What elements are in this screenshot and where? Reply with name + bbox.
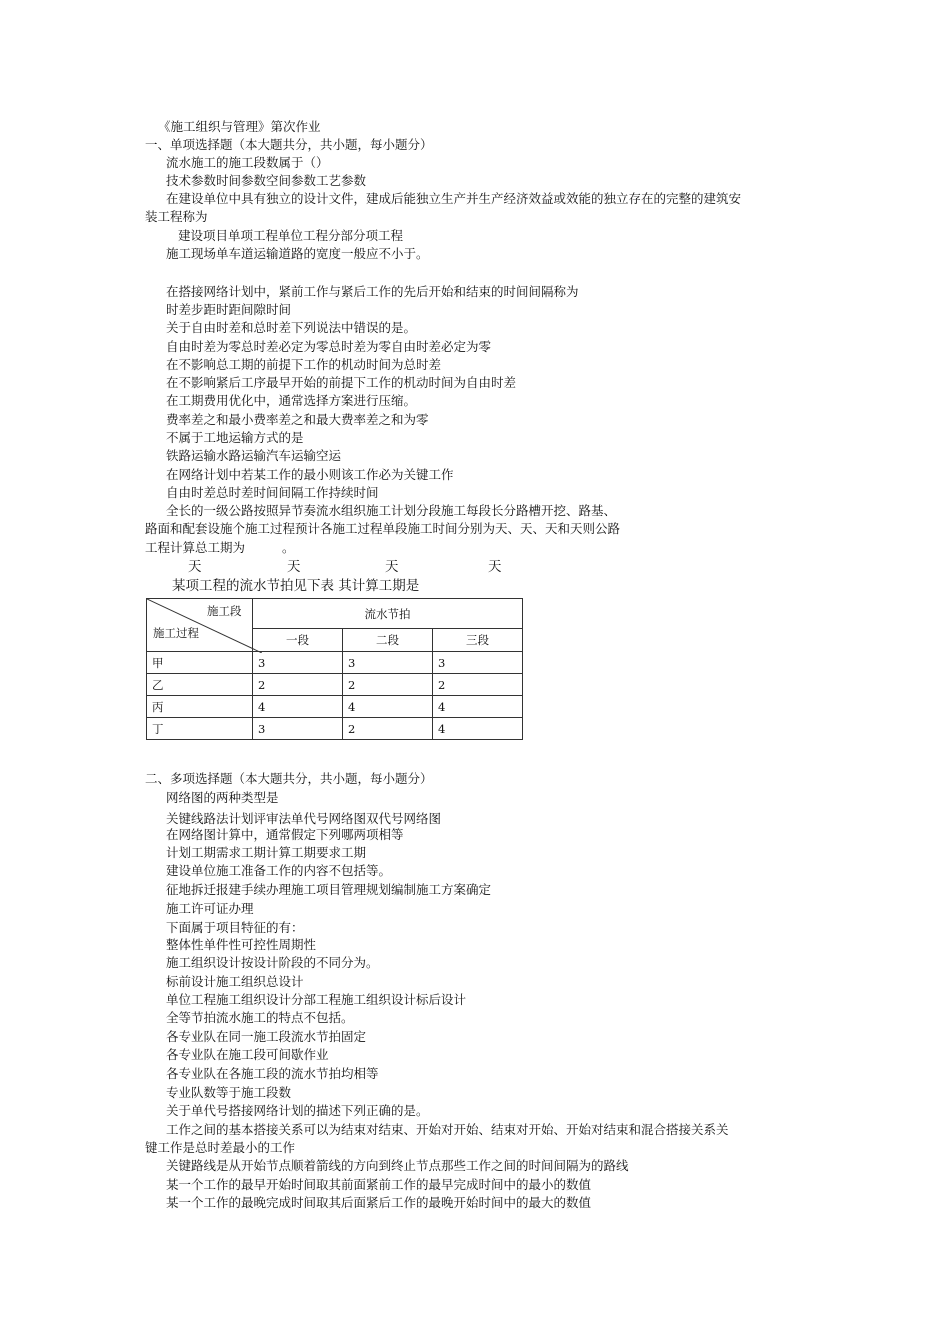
- options-text: 专业队数等于施工段数: [166, 1085, 292, 1100]
- options-text: 计划工期需求工期计算工期要求工期: [166, 845, 367, 860]
- options-text: 标前设计施工组织总设计: [166, 974, 304, 989]
- table-intro: 某项工程的流水节拍见下表 其计算工期是: [172, 578, 420, 594]
- table-cell: 4: [433, 718, 523, 740]
- corner-label-segment: 施工段: [207, 604, 242, 618]
- question-text: 全等节拍流水施工的特点不包括。: [166, 1010, 354, 1025]
- options-text: 各专业队在施工段可间歇作业: [166, 1047, 329, 1062]
- options-text: 工作之间的基本搭接关系可以为结束对结束、开始对开始、结束对开始、开始对结束和混合搭接关系关: [166, 1122, 729, 1137]
- question-text: 在搭接网络计划中，紧前工作与紧后工作的先后开始和结束的时间间隔称为: [166, 284, 579, 299]
- options-text: 自由时差为零总时差必定为零总时差为零自由时差必定为零: [166, 339, 492, 354]
- question-text: 在网络图计算中，通常假定下列哪两项相等: [166, 827, 404, 842]
- table-row: [147, 652, 523, 674]
- options-text: 时差步距时距间隙时间: [166, 302, 292, 317]
- row-label: 丁: [147, 718, 253, 740]
- table-cell: 3: [253, 718, 343, 740]
- section1-heading: 一、单项选择题（本大题共分，共小题，每小题分）: [145, 137, 433, 152]
- options-text: 自由时差总时差时间间隔工作持续时间: [166, 485, 379, 500]
- option-day: 天: [188, 559, 202, 575]
- question-text: 全长的一级公路按照异节奏流水组织施工计划分段施工每段长分路槽开挖、路基、: [166, 503, 617, 518]
- table-cell: 2: [253, 674, 343, 696]
- table-cell: 3: [343, 652, 433, 674]
- question-text: 工程计算总工期为: [145, 540, 246, 555]
- question-text: 网络图的两种类型是: [166, 790, 279, 805]
- options-text: 关键线路法计划评审法单代号网络图双代号网络图: [166, 811, 442, 826]
- row-label: 甲: [147, 652, 253, 674]
- options-text: 施工许可证办理: [166, 901, 254, 916]
- table-row: [147, 718, 523, 740]
- options-text: 技术参数时间参数空间参数工艺参数: [166, 173, 367, 188]
- row-label: 乙: [147, 674, 253, 696]
- column-header: 三段: [433, 629, 523, 652]
- options-text: 铁路运输水路运输汽车运输空运: [166, 448, 342, 463]
- question-text: 路面和配套设施个施工过程预计各施工过程单段施工时间分别为天、天、天和天则公路: [145, 521, 621, 536]
- question-text: 施工现场单车道运输道路的宽度一般应不小于。: [166, 246, 429, 261]
- table-cell: 2: [433, 674, 523, 696]
- flow-beat-table: [146, 598, 523, 740]
- options-text: 各专业队在各施工段的流水节拍均相等: [166, 1066, 379, 1081]
- document-title: 《施工组织与管理》第次作业: [158, 119, 321, 134]
- table-corner-cell: [147, 599, 253, 652]
- options-text: 关键路线是从开始节点顺着箭线的方向到终止节点那些工作之间的时间间隔为的路线: [166, 1158, 629, 1173]
- row-label: 丙: [147, 696, 253, 718]
- table-cell: 4: [433, 696, 523, 718]
- group-header: 流水节拍: [253, 599, 523, 629]
- option-day: 天: [488, 559, 502, 575]
- table-cell: 4: [253, 696, 343, 718]
- table-cell: 2: [343, 718, 433, 740]
- question-text: 在工期费用优化中，通常选择方案进行压缩。: [166, 393, 417, 408]
- options-text: 键工作是总时差最小的工作: [145, 1140, 296, 1155]
- table-cell: 4: [343, 696, 433, 718]
- option-day: 天: [287, 559, 301, 575]
- question-text: 在建设单位中具有独立的设计文件，建成后能独立生产并生产经济效益或效能的独立存在的完整的建筑安: [166, 191, 742, 206]
- question-text: 下面属于项目特征的有：: [166, 920, 304, 935]
- section2-heading: 二、多项选择题（本大题共分，共小题，每小题分）: [145, 771, 433, 786]
- question-text: 装工程称为: [145, 209, 208, 224]
- options-text: 建设项目单项工程单位工程分部分项工程: [178, 228, 404, 243]
- question-text: 流水施工的施工段数属于（）: [166, 155, 329, 170]
- question-text: 不属于工地运输方式的是: [166, 430, 304, 445]
- question-text: 关于单代号搭接网络计划的描述下列正确的是。: [166, 1103, 429, 1118]
- column-header: 一段: [253, 629, 343, 652]
- options-text: 整体性单件性可控性周期性: [166, 937, 317, 952]
- column-header: 二段: [343, 629, 433, 652]
- corner-label-process: 施工过程: [153, 626, 199, 640]
- option-day: 天: [385, 559, 399, 575]
- table-row: [147, 674, 523, 696]
- question-text: 。: [282, 540, 295, 555]
- question-text: 在网络计划中若某工作的最小则该工作必为关键工作: [166, 467, 454, 482]
- question-text: 施工组织设计按设计阶段的不同分为。: [166, 955, 379, 970]
- options-text: 某一个工作的最早开始时间取其前面紧前工作的最早完成时间中的最小的数值: [166, 1177, 592, 1192]
- options-text: 某一个工作的最晚完成时间取其后面紧后工作的最晚开始时间中的最大的数值: [166, 1195, 592, 1210]
- table-cell: 3: [433, 652, 523, 674]
- options-text: 各专业队在同一施工段流水节拍固定: [166, 1029, 367, 1044]
- options-text: 征地拆迁报建手续办理施工项目管理规划编制施工方案确定: [166, 882, 492, 897]
- table-cell: 3: [253, 652, 343, 674]
- options-text: 在不影响紧后工序最早开始的前提下工作的机动时间为自由时差: [166, 375, 517, 390]
- options-text: 单位工程施工组织设计分部工程施工组织设计标后设计: [166, 992, 467, 1007]
- table-cell: 2: [343, 674, 433, 696]
- options-text: 在不影响总工期的前提下工作的机动时间为总时差: [166, 357, 442, 372]
- options-text: 费率差之和最小费率差之和最大费率差之和为零: [166, 412, 429, 427]
- question-text: 建设单位施工准备工作的内容不包括等。: [166, 863, 392, 878]
- question-text: 关于自由时差和总时差下列说法中错误的是。: [166, 320, 417, 335]
- table-row: [147, 696, 523, 718]
